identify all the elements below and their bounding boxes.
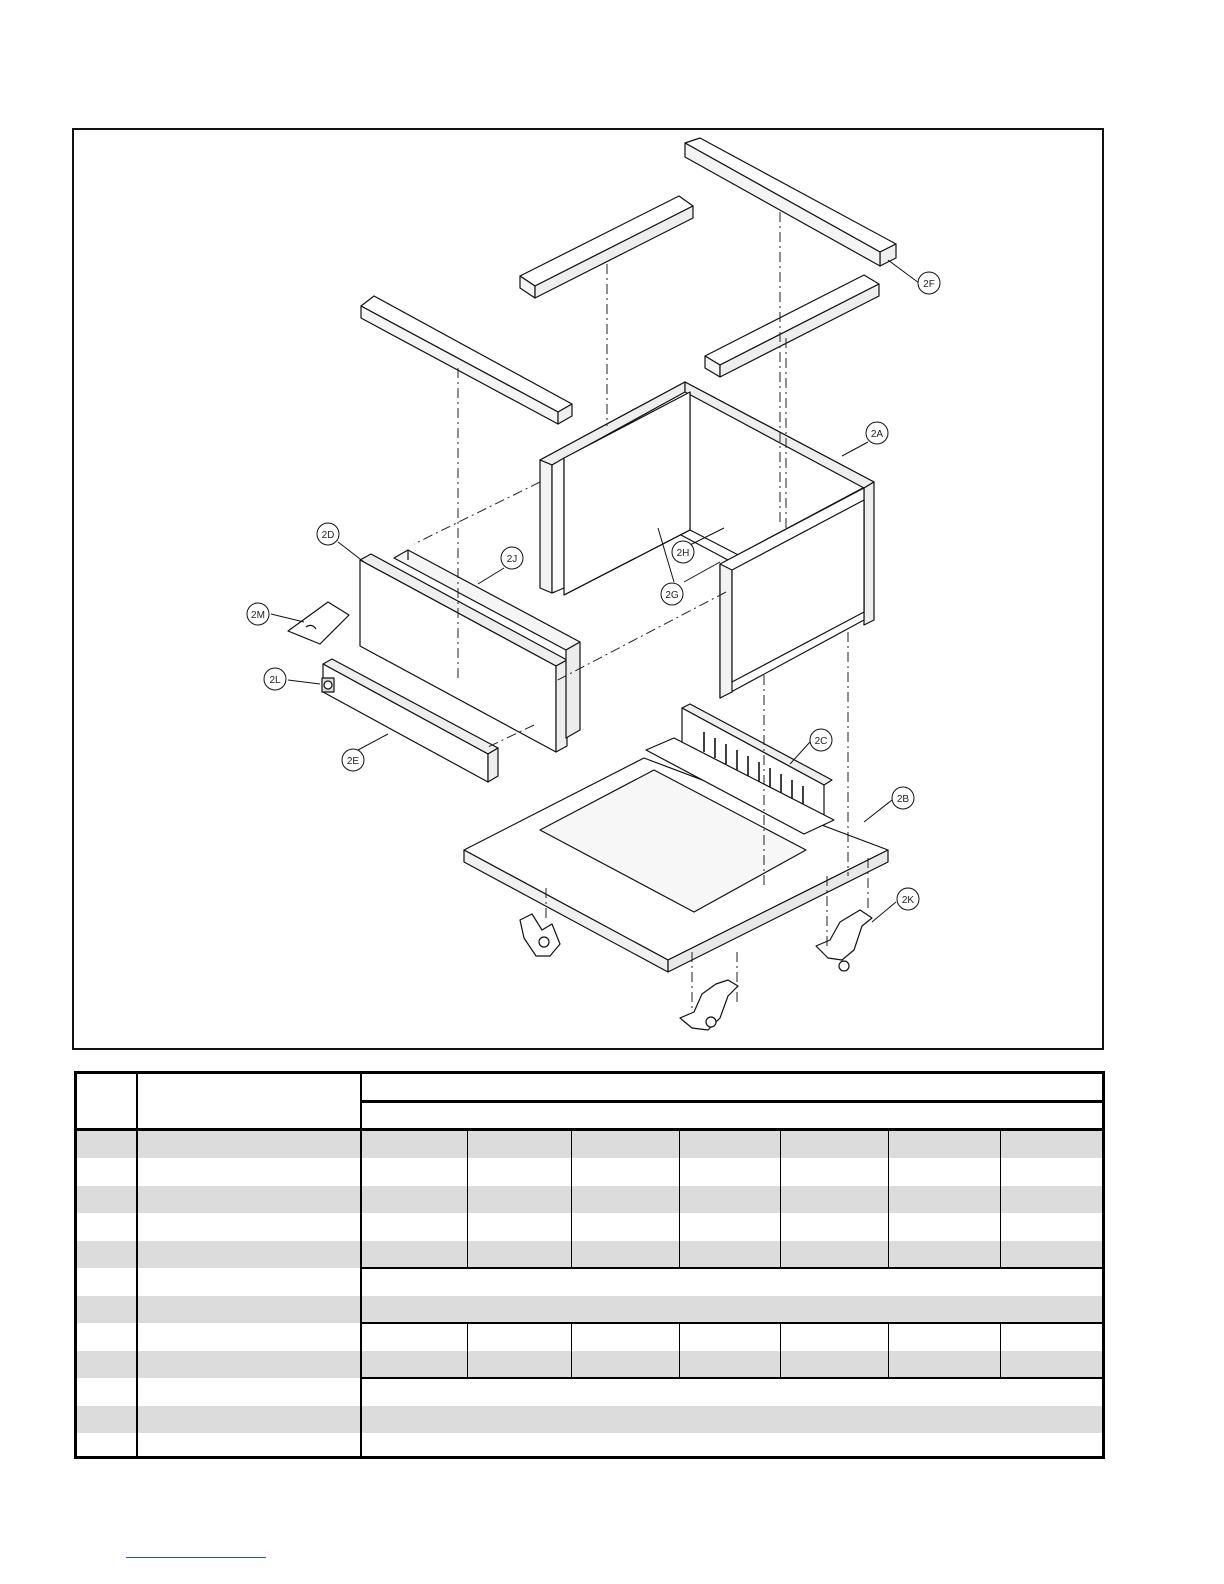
svg-text:2K: 2K [901,895,915,906]
model-column-divider [1000,1131,1001,1267]
assembly-drawing [74,130,1102,1048]
section-rule [360,1322,1102,1324]
side-panel-right [720,488,864,698]
callout-2G [661,583,683,605]
callout-2M [247,603,269,625]
top-rail-back-right [685,138,896,266]
model-column-divider [679,1324,680,1377]
model-column-divider [571,1131,572,1267]
model-column-divider [780,1324,781,1377]
column-divider-item [136,1074,138,1456]
svg-text:2B: 2B [896,794,910,805]
callout-2E [342,749,364,771]
section-rule [360,1267,1102,1269]
top-rail-back-left [520,196,693,298]
model-column-divider [467,1324,468,1377]
parts-table [74,1071,1105,1459]
model-column-divider [888,1324,889,1377]
header-rule-bottom [77,1128,1102,1131]
model-column-divider [888,1131,889,1267]
table-row-band [77,1131,1102,1158]
model-column-divider [679,1131,680,1267]
callout-2A [866,422,888,444]
foot-right [816,910,872,971]
footer-link-underline[interactable] [126,1557,266,1558]
header-rule-top [360,1100,1102,1103]
bracket-plate [288,602,349,644]
table-row-band [77,1296,1102,1323]
table-row-band [77,1406,1102,1433]
callout-2L [264,668,286,690]
callout-2H [672,541,694,563]
table-row-band [77,1186,1102,1213]
callout-2K [897,888,919,910]
svg-text:2J: 2J [506,554,518,565]
svg-text:2F: 2F [923,279,935,290]
fitting [322,678,334,692]
table-row-band [77,1241,1102,1268]
section-rule [360,1377,1102,1379]
callout-2C [810,729,832,751]
foot-left [520,914,560,956]
model-column-divider [780,1131,781,1267]
svg-text:2E: 2E [346,756,360,767]
column-divider-description [360,1074,362,1456]
svg-text:2A: 2A [870,429,884,440]
svg-text:2H: 2H [676,548,690,559]
svg-text:2G: 2G [665,590,679,601]
foot-front [680,980,738,1030]
table-row-band [77,1351,1102,1378]
model-column-divider [1000,1324,1001,1377]
callout-2J [501,547,523,569]
callout-2F [918,272,940,294]
top-rail-front-right [705,275,879,377]
svg-text:2L: 2L [269,675,281,686]
svg-text:2D: 2D [321,530,335,541]
model-column-divider [467,1131,468,1267]
svg-text:2M: 2M [251,610,265,621]
svg-text:2C: 2C [814,736,828,747]
callout-2D [317,523,339,545]
model-column-divider [571,1324,572,1377]
callout-2B [892,787,914,809]
top-rail-front-left [361,296,572,424]
exploded-assembly-diagram [72,128,1104,1050]
